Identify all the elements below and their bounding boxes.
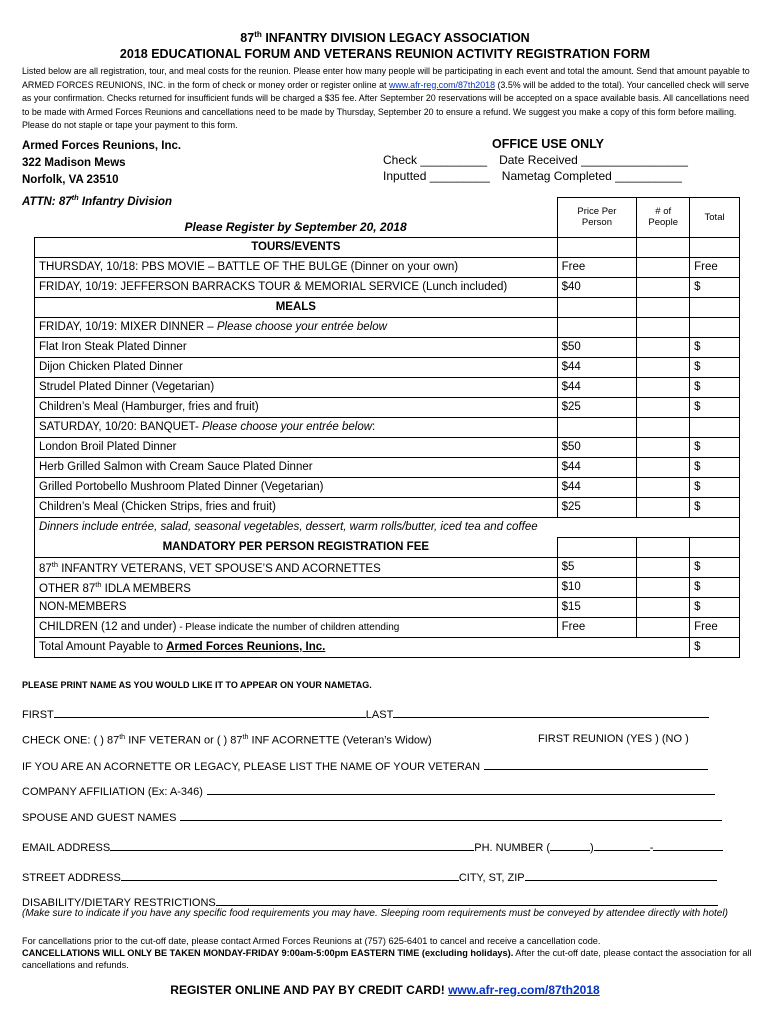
empty-cell [637,317,690,337]
row-price: $15 [557,597,637,617]
row-price: $44 [557,357,637,377]
check-one-row [22,733,432,747]
table-row [35,317,740,337]
cancel-rest: After the cut-off date, please contact the association for all cancellations and refunds. [22,948,752,970]
phone-prefix-field[interactable] [594,839,650,851]
disability-label: DISABILITY/DIETARY RESTRICTIONS [22,897,216,909]
print-name-note: PLEASE PRINT NAME AS YOU WOULD LIKE IT TO APPEAR ON YOUR NAMETAG. [22,680,372,690]
row-total[interactable]: $ [690,397,740,417]
cancel-line-2 [22,947,752,971]
row-people-input[interactable] [637,577,690,597]
acornette-label: IF YOU ARE AN ACORNETTE OR LEGACY, PLEASE LIST THE NAME OF YOUR VETERAN [22,761,481,773]
row-desc: Children’s Meal (Hamburger, fries and fruit) [35,397,558,417]
saturday-heading-tail: : [372,421,376,433]
section-row [35,297,740,317]
table-row [35,257,740,277]
cancel-line-1: For cancellations prior to the cut-off date, please contact Armed Forces Reunions at (757) 625-6401 to cancel and receive a cancellation code. [22,936,601,946]
form-title-line2: 2018 EDUCATIONAL FORUM AND VETERANS REUNION ACTIVITY REGISTRATION FORM [119,47,651,61]
register-by-note: Please Register by September 20, 2018 [35,198,558,238]
row-price: $44 [557,457,637,477]
table-row [35,337,740,357]
attn-sup: th [71,193,79,202]
empty-cell [690,417,740,437]
company-label: COMPANY AFFILIATION (Ex: A-346) [22,786,203,798]
col-people-header: # of People [637,198,690,238]
register-online [0,983,770,997]
table-row [35,597,740,617]
name-row [22,706,709,721]
table-row [35,417,740,437]
total-value[interactable]: $ [690,637,740,657]
friday-heading-italic: Please choose your entrée below [216,321,387,333]
row-total[interactable]: $ [690,457,740,477]
email-field[interactable] [110,839,474,851]
table-row [35,277,740,297]
fee-vets-text-rest: INFANTRY VETERANS, VET SPOUSE’S AND ACORNETTES [58,562,381,575]
table-row [35,617,740,637]
first-name-field[interactable] [54,706,366,718]
table-row [35,497,740,517]
row-price: $5 [557,557,637,577]
empty-cell [557,297,637,317]
register-online-text: REGISTER ONLINE AND PAY BY CREDIT CARD! [170,983,449,997]
row-desc: Strudel Plated Dinner (Vegetarian) [35,377,558,397]
last-label: LAST [365,709,394,721]
empty-cell [557,417,637,437]
friday-heading-text: FRIDAY, 10/19: MIXER DINNER – [39,321,217,333]
spouse-field[interactable] [180,809,722,821]
total-payee: Armed Forces Reunions, Inc. [166,641,326,653]
row-total[interactable]: $ [690,377,740,397]
empty-cell [637,237,690,257]
table-row [35,437,740,457]
street-row [22,869,717,884]
row-desc: Children’s Meal (Chicken Strips, fries and fruit) [35,497,558,517]
row-people-input[interactable] [637,497,690,517]
row-total[interactable]: $ [690,337,740,357]
phone-dash: - [649,842,654,854]
section-tours: TOURS/EVENTS [35,237,558,257]
row-desc: FRIDAY, 10/19: JEFFERSON BARRACKS TOUR & MEMORIAL SERVICE (Lunch included) [35,277,558,297]
office-use-title: OFFICE USE ONLY [491,137,605,151]
empty-cell [637,297,690,317]
table-row [35,457,740,477]
intro-text: Listed below are all registration, tour, and meal costs for the reunion. Please enter how many people will be participating in each event and total the amount. Send that amount payable to ARMED FORCES REUNIONS, INC. in the form of check or money order or register online at [22,66,750,90]
fee-vets-sup: th [51,559,59,569]
check-one-sup: th [119,733,126,741]
check-one-text-3: INF ACORNETTE (Veteran’s Widow) [248,734,432,747]
col-price-header: Price Per Person [557,198,637,238]
section-row [35,237,740,257]
spouse-row [22,809,722,824]
total-label-text: Total Amount Payable to [39,641,167,653]
empty-cell [557,537,637,557]
fee-other-text: OTHER 87 [39,582,96,595]
row-people-input[interactable] [637,617,690,637]
row-desc: London Broil Plated Dinner [35,437,558,457]
address-line: 322 Madison Mews [22,157,126,169]
row-desc: Herb Grilled Salmon with Cream Sauce Plated Dinner [35,457,558,477]
row-desc: Flat Iron Steak Plated Dinner [35,337,558,357]
row-price: $10 [557,577,637,597]
row-total[interactable]: $ [690,477,740,497]
phone-label: PH. NUMBER ( [474,842,551,854]
empty-cell [557,237,637,257]
row-people-input[interactable] [637,437,690,457]
office-row-1 [383,152,713,168]
empty-cell [690,297,740,317]
saturday-heading-italic: Please choose your entrée below [201,421,373,433]
first-label: FIRST [22,709,54,721]
col-total-header: Total [690,198,740,238]
friday-heading [35,317,558,337]
row-total[interactable]: $ [690,357,740,377]
office-use-box [383,136,713,184]
first-reunion-checkbox[interactable]: FIRST REUNION (YES ) (NO ) [538,733,689,745]
row-desc: NON-MEMBERS [35,597,558,617]
empty-cell [557,317,637,337]
total-row [35,637,740,657]
empty-cell [637,537,690,557]
street-label: STREET ADDRESS [22,872,121,884]
row-price: $40 [557,277,637,297]
intro-text-rest: (3.5% will be added to the total). Your cancelled check will serve as your confirmation. Checks returned for insufficient funds will be charged a $35 fee. After September 20 reservations will be accepted on a space available basis. All cancellations need to be made with Armed Forces Reunions and cancellations need to be made by Thursday, September 20 to ensure a refund. We suggest you make a copy of this form before mailing. Please do not staple or tape your payment to this form. [22,79,750,130]
fee-other-sup: th [95,579,102,589]
table-row [35,357,740,377]
dinners-note: Dinners include entrée, salad, seasonal vegetables, dessert, warm rolls/butter, iced tea and coffee [35,517,740,537]
row-price: $44 [557,477,637,497]
row-total[interactable]: Free [690,257,740,277]
row-desc: Grilled Portobello Mushroom Plated Dinner (Vegetarian) [35,477,558,497]
phone-area-field[interactable] [550,839,590,851]
empty-cell [690,237,740,257]
city-label: CITY, ST, ZIP [458,872,525,884]
cancellation-policy [22,935,752,971]
empty-cell [637,417,690,437]
section-fee: MANDATORY PER PERSON REGISTRATION FEE [35,537,558,557]
phone-line-field[interactable] [653,839,723,851]
row-price: $25 [557,397,637,417]
row-total[interactable]: $ [690,557,740,577]
row-price: $44 [557,377,637,397]
table-row [35,377,740,397]
section-meals: MEALS [35,297,558,317]
last-name-field[interactable] [393,706,709,718]
row-people-input[interactable] [637,597,690,617]
row-desc: Dijon Chicken Plated Dinner [35,357,558,377]
row-people-input[interactable] [637,557,690,577]
row-price: $25 [557,497,637,517]
row-total[interactable]: $ [690,277,740,297]
fee-child-text: CHILDREN (12 and under) [39,621,177,633]
fee-child-note: - Please indicate the number of children attending [176,622,400,633]
office-nametag: Nametag Completed __________ [501,169,682,183]
row-people-input[interactable] [637,277,690,297]
attn-text: ATTN: 87 [22,195,72,208]
table-header-row [35,198,740,238]
section-row [35,537,740,557]
check-one-sup-2: th [242,733,249,741]
table-row [35,557,740,577]
saturday-heading-text: SATURDAY, 10/20: BANQUET- [39,421,202,433]
fee-other-desc [35,577,558,597]
row-people-input[interactable] [637,337,690,357]
register-online-link[interactable]: www.afr-reg.com/87th2018 [448,983,600,997]
row-people-input[interactable] [637,377,690,397]
fee-other-text-rest: IDLA MEMBERS [101,582,191,595]
street-field[interactable] [121,869,459,881]
row-total[interactable]: $ [690,577,740,597]
row-price: Free [557,257,637,277]
office-row-2 [383,168,713,184]
saturday-heading [35,417,558,437]
row-price: $50 [557,337,637,357]
title-text-rest: INFANTRY DIVISION LEGACY ASSOCIATION [261,31,530,46]
empty-cell [690,317,740,337]
table-row [35,577,740,597]
intro-paragraph [22,65,750,133]
table-row [35,477,740,497]
office-check: Check __________ [383,153,488,167]
office-date-received: Date Received ________________ [499,153,688,167]
check-one-text-2[interactable]: INF VETERAN or ( ) 87 [125,734,243,747]
row-people-input[interactable] [637,257,690,277]
row-desc: THURSDAY, 10/18: PBS MOVIE – BATTLE OF THE BULGE (Dinner on your own) [35,257,558,277]
company-field[interactable] [207,783,715,795]
disability-field[interactable] [216,894,718,906]
cancel-bold: CANCELLATIONS WILL ONLY BE TAKEN MONDAY-FRIDAY 9:00am-5:00pm EASTERN TIME (excluding holidays). [22,948,514,958]
row-price: Free [557,617,637,637]
title-sup: th [254,30,262,39]
check-one-text[interactable]: CHECK ONE: ( ) 87 [22,734,120,747]
row-people-input[interactable] [637,397,690,417]
disability-note: (Make sure to indicate if you have any specific food requirements you may have. Sleeping room requirements must be conveyed by attendee directly with hotel) [22,908,728,919]
attn-text-rest: Infantry Division [78,195,172,208]
veteran-name-field[interactable] [484,758,708,770]
empty-cell [690,537,740,557]
address-line: Norfolk, VA 23510 [22,174,119,186]
email-label: EMAIL ADDRESS [22,842,111,854]
row-price: $50 [557,437,637,457]
table-row [35,397,740,417]
email-row [22,839,723,854]
row-total[interactable]: $ [690,597,740,617]
city-field[interactable] [525,869,717,881]
intro-link[interactable]: www.afr-reg.com/87th2018 [388,79,496,90]
phone-close: ) [590,842,594,854]
row-people-input[interactable] [637,357,690,377]
fee-vets-text: 87 [39,562,52,575]
title-text: 87 [240,31,255,46]
row-people-input[interactable] [637,457,690,477]
disability-row [22,894,718,909]
total-label [35,637,690,657]
address-line: Armed Forces Reunions, Inc. [22,140,182,152]
company-row [22,783,715,798]
spouse-label: SPOUSE AND GUEST NAMES [22,812,177,824]
fee-child-desc [35,617,558,637]
row-total[interactable]: Free [690,617,740,637]
office-inputted: Inputted _________ [383,169,490,183]
row-people-input[interactable] [637,477,690,497]
form-title-line1 [0,30,770,45]
row-total[interactable]: $ [690,497,740,517]
fee-vets-desc [35,557,558,577]
table-row [35,517,740,537]
acornette-row [22,758,708,773]
row-total[interactable]: $ [690,437,740,457]
registration-table [34,197,740,658]
